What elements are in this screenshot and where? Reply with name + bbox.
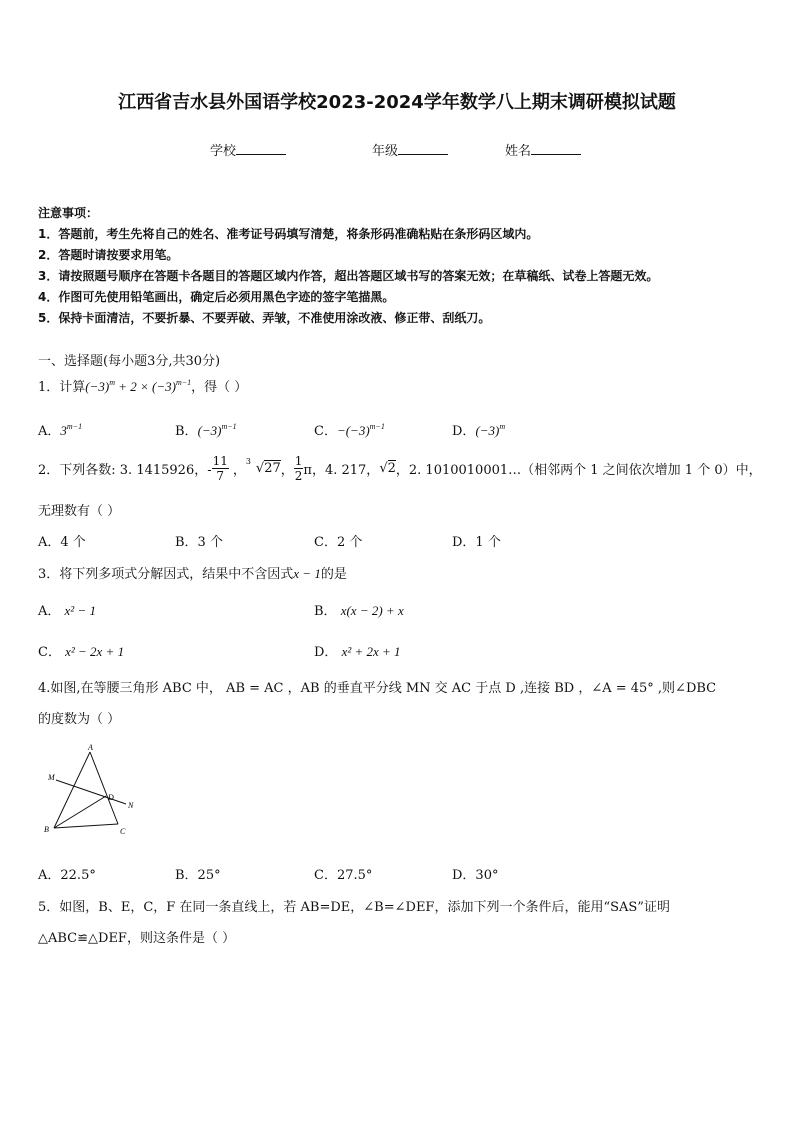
q1-prefix: 1．计算	[38, 380, 86, 395]
q4-option-d: D．30°	[452, 868, 499, 883]
side-bc	[54, 824, 118, 828]
label-n: N	[128, 801, 134, 810]
q2-prefix: 2．下列各数: 3. 1415926，-	[38, 463, 212, 478]
q2-comma: ，	[232, 463, 246, 478]
q2-option-a: A．4 个	[38, 535, 86, 550]
name-label: 姓名	[505, 144, 532, 159]
school-field	[210, 140, 286, 159]
q1-option-a: A．$3^{m-1}$	[38, 422, 83, 439]
q2-line-2: 无理数有（ ）	[38, 504, 121, 519]
school-blank	[236, 142, 286, 155]
school-label: 学校	[210, 144, 237, 159]
grade-label: 年级	[372, 144, 399, 159]
q2-sqrt: √2	[379, 461, 396, 476]
line-mn	[56, 780, 126, 804]
q4-option-a: A．22.5°	[38, 868, 96, 883]
label-d: D	[108, 793, 114, 802]
name-blank	[531, 142, 581, 155]
q1-option-d: D．$(-3)^m$	[452, 422, 506, 439]
q1-suffix: ，得（ ）	[191, 380, 248, 395]
notice-item: 2．答题时请按要求用笔。	[38, 248, 179, 262]
q4-line-2: 的度数为（ ）	[38, 712, 121, 727]
triangle-figure	[36, 742, 146, 842]
q1-expr: $(-3)^m + 2 \times (-3)^{m-1}$	[85, 378, 192, 394]
q2-option-c: C．2 个	[314, 535, 363, 550]
question-5: 5．如图，B、E，C，F 在同一条直线上，若 AB=DE，∠B=∠DEF，添加下列一个条件后，能用“SAS”证明	[38, 900, 670, 915]
question-2: 2．下列各数: 3. 1415926，- $\frac{11}{7}$ ， 3 √27 ， $\frac{1}{2}$ π，4. 217， √2 ，2. 1010010001…（相邻两个 1 之间依次增加 1 个 0）中，	[38, 454, 762, 483]
name-field	[505, 140, 581, 159]
q2-fraction-1: $\frac{11}{7}$	[212, 454, 228, 483]
section-heading: 一、选择题(每小题3分,共30分)	[38, 354, 221, 369]
q2-option-d: D．1 个	[452, 535, 501, 550]
q3-option-d: D． x² + 2x + 1	[314, 644, 401, 660]
question-4: 4.如图,在等腰三角形 ABC 中， AB = AC ，AB 的垂直平分线 MN 交 AC 于点 D ,连接 BD ，∠A = 45° ,则∠DBC	[38, 681, 717, 696]
q1-option-c: C．$-(-3)^{m-1}$	[314, 422, 385, 439]
notice-heading: 注意事项：	[38, 206, 99, 220]
q2-fraction-2: $\frac{1}{2}$	[294, 454, 303, 483]
q2-cbrt: 3 √27	[245, 457, 281, 476]
q3-factor: x − 1	[293, 566, 321, 581]
notice-item: 3．请按照题号顺序在答题卡各题目的答题区域内作答，超出答题区域书写的答案无效；在草稿纸、试卷上答题无效。	[38, 269, 659, 283]
label-c: C	[120, 827, 126, 836]
q2-rest: ，2. 1010010001…（相邻两个 1 之间依次增加 1 个 0）中，	[395, 463, 762, 478]
page-title: 江西省吉水县外国语学校2023-2024学年数学八上期末调研模拟试题	[118, 92, 676, 113]
question-3: 3．将下列多项式分解因式，结果中不含因式x − 1的是	[38, 566, 347, 582]
grade-field	[372, 140, 448, 159]
q5-line-2: △ABC≌△DEF，则这条件是（ ）	[38, 931, 236, 946]
question-1	[38, 376, 247, 395]
q3-option-a: A． x² − 1	[38, 603, 96, 619]
side-ac	[90, 752, 118, 824]
q4-option-b: B．25°	[175, 868, 221, 883]
label-a: A	[88, 743, 93, 752]
q2-option-b: B．3 个	[175, 535, 223, 550]
q1-option-b: B．$(-3)^{m-1}$	[175, 422, 237, 439]
label-b: B	[44, 825, 49, 834]
q3-option-b: B． x(x − 2) + x	[314, 603, 404, 619]
grade-blank	[398, 142, 448, 155]
q3-option-c: C． x² − 2x + 1	[38, 644, 125, 660]
notice-item: 4．作图可先使用铅笔画出，确定后必须用黑色字迹的签字笔描黑。	[38, 290, 395, 304]
q4-option-c: C．27.5°	[314, 868, 373, 883]
notice-item: 1．答题前，考生先将自己的姓名、准考证号码填写清楚，将条形码准确粘贴在条形码区域内。	[38, 227, 539, 241]
q2-pi: π，4. 217，	[303, 463, 380, 478]
label-m: M	[48, 773, 55, 782]
notice-item: 5．保持卡面清洁，不要折暴、不要弄破、弄皱，不准使用涂改液、修正带、刮纸刀。	[38, 311, 491, 325]
